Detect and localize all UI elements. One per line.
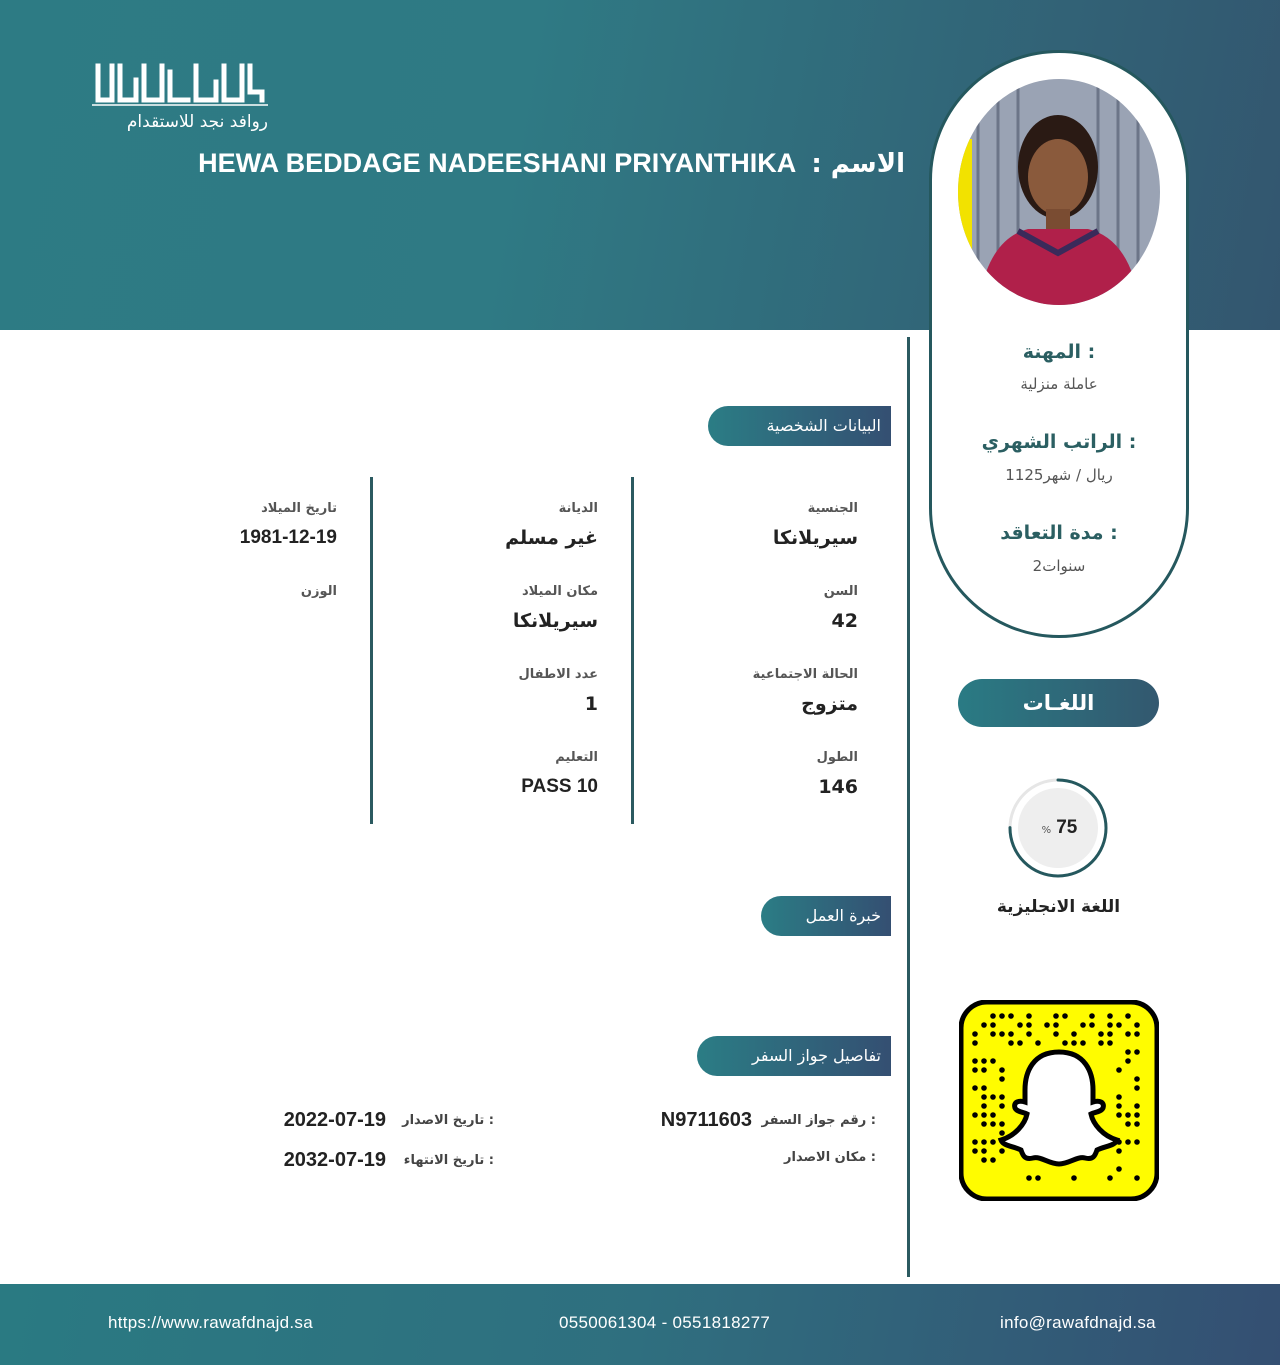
- snapcode-dot: [1008, 1013, 1014, 1019]
- snapcode-dot: [1116, 1094, 1122, 1100]
- snapcode-dot: [990, 1112, 996, 1118]
- marital-value: متزوج: [801, 693, 858, 715]
- snapcode-dot: [999, 1121, 1005, 1127]
- percent-value: 75: [1056, 817, 1078, 838]
- height-label: الطول: [816, 750, 858, 765]
- name-label: الاسم :: [811, 149, 905, 179]
- snapcode-dot: [972, 1148, 978, 1154]
- children-value: 1: [584, 693, 598, 715]
- religion-value: غير مسلم: [505, 527, 598, 549]
- snapcode-dot: [1035, 1040, 1041, 1046]
- age-value: 42: [831, 610, 858, 632]
- snapcode-dot: [1125, 1139, 1131, 1145]
- snapcode-dot: [972, 1085, 978, 1091]
- snapcode-dot: [990, 1058, 996, 1064]
- snapcode-dot: [1062, 1040, 1068, 1046]
- snapcode-dot: [1044, 1022, 1050, 1028]
- snapcode-dot: [990, 1022, 996, 1028]
- snapcode-dot: [1071, 1175, 1077, 1181]
- snapcode-dot: [1053, 1022, 1059, 1028]
- issue-date-value: 2022-07-19: [283, 1109, 386, 1131]
- snapcode-dot: [1008, 1031, 1014, 1037]
- snapcode-dot: [1053, 1013, 1059, 1019]
- name-value: HEWA BEDDAGE NADEESHANI PRIYANTHIKA: [198, 148, 797, 178]
- issue-date-label: تاريخ الاصدار :: [402, 1113, 494, 1128]
- snapcode-dot: [990, 1139, 996, 1145]
- snapcode-dot: [999, 1031, 1005, 1037]
- footer-website-link[interactable]: https://www.rawafdnajd.sa: [108, 1313, 313, 1332]
- snapcode-dot: [1134, 1121, 1140, 1127]
- birthdate-label: تاريخ الميلاد: [261, 501, 337, 516]
- snapcode-dot: [1134, 1031, 1140, 1037]
- language-percent: [1018, 788, 1098, 868]
- snapcode-dot: [990, 1031, 996, 1037]
- snapcode-dot: [1116, 1022, 1122, 1028]
- snapcode-dot: [1125, 1013, 1131, 1019]
- profession-value: عاملة منزلية: [1020, 375, 1098, 393]
- logo-text: روافد نجد للاستقدام: [126, 112, 268, 132]
- footer-phones[interactable]: 0550061304 - 0551818277: [559, 1313, 771, 1332]
- snapcode-dot: [1107, 1040, 1113, 1046]
- snapcode-dot: [1089, 1013, 1095, 1019]
- snapcode-dot: [999, 1094, 1005, 1100]
- snapcode-dot: [1017, 1040, 1023, 1046]
- snapcode-dot: [1116, 1112, 1122, 1118]
- snapcode-dot: [1125, 1049, 1131, 1055]
- section-personal: البيانات الشخصية: [708, 406, 891, 446]
- snapcode-dot: [990, 1013, 996, 1019]
- snapcode-dot: [1026, 1013, 1032, 1019]
- snapcode-dot: [1125, 1112, 1131, 1118]
- profession-label: المهنة :: [1022, 341, 1096, 363]
- snapcode-dot: [981, 1022, 987, 1028]
- contract-value: 2سنوات: [1032, 557, 1086, 575]
- weight-label: الوزن: [300, 584, 337, 599]
- profile-card: [929, 50, 1189, 638]
- language-name: اللغة الانجليزية: [996, 897, 1121, 917]
- snapcode-dot: [981, 1148, 987, 1154]
- birthplace-label: مكان الميلاد: [521, 584, 598, 599]
- snapcode-dot: [1026, 1031, 1032, 1037]
- snapcode-dot: [1035, 1175, 1041, 1181]
- education-value: PASS 10: [521, 776, 598, 797]
- snapcode-dot: [1107, 1013, 1113, 1019]
- snapcode-dot: [1098, 1040, 1104, 1046]
- snapcode-dot: [1026, 1022, 1032, 1028]
- snapcode-dot: [1026, 1175, 1032, 1181]
- birthplace-value: سيريلانكا: [512, 610, 598, 632]
- snapcode-dot: [1071, 1040, 1077, 1046]
- snapcode-dot: [999, 1013, 1005, 1019]
- passport-number-value: N9711603: [660, 1109, 752, 1131]
- snapcode-dot: [981, 1094, 987, 1100]
- snapcode-dot: [972, 1058, 978, 1064]
- children-label: عدد الاطفال: [518, 667, 598, 682]
- column-divider: [370, 477, 373, 824]
- footer-bar: [0, 1284, 1280, 1365]
- snapcode-dot: [972, 1031, 978, 1037]
- snapcode-dot: [1134, 1139, 1140, 1145]
- snapcode-dot: [972, 1139, 978, 1145]
- snapcode-dot: [972, 1112, 978, 1118]
- contract-label: مدة التعاقد :: [1000, 522, 1118, 544]
- timeline-line: [907, 337, 910, 1277]
- name-line: [140, 148, 905, 179]
- snapcode-icon[interactable]: [959, 1000, 1159, 1201]
- snapcode-dot: [999, 1076, 1005, 1082]
- snapcode-dot: [990, 1157, 996, 1163]
- expiry-date-value: 2032-07-19: [283, 1149, 386, 1171]
- snapcode-dot: [972, 1067, 978, 1073]
- snapcode-dot: [1071, 1031, 1077, 1037]
- snapcode-dot: [1134, 1103, 1140, 1109]
- snapcode-dot: [1134, 1022, 1140, 1028]
- snapcode-dot: [1116, 1103, 1122, 1109]
- snapcode-dot: [981, 1085, 987, 1091]
- snapcode-dot: [981, 1112, 987, 1118]
- snapcode-dot: [981, 1139, 987, 1145]
- snapcode-dot: [999, 1103, 1005, 1109]
- snapcode-dot: [1134, 1085, 1140, 1091]
- snapcode-dot: [981, 1103, 987, 1109]
- height-value: 146: [818, 776, 858, 798]
- section-experience: خبرة العمل: [761, 896, 891, 936]
- snapcode-dot: [999, 1130, 1005, 1136]
- expiry-date-label: تاريخ الانتهاء :: [403, 1153, 494, 1168]
- snapcode-dot: [1125, 1031, 1131, 1037]
- snapcode-dot: [981, 1157, 987, 1163]
- snapcode-dot: [1080, 1040, 1086, 1046]
- age-label: السن: [823, 584, 858, 599]
- snapcode-dot: [1107, 1031, 1113, 1037]
- snapcode-dot: [1107, 1175, 1113, 1181]
- salary-value: 1125ريال / شهر: [1005, 466, 1113, 484]
- birthdate-value: 1981-12-19: [239, 527, 337, 548]
- passport-number-label: رقم جواز السفر :: [761, 1113, 876, 1128]
- snapcode-dot: [1125, 1121, 1131, 1127]
- snapcode-dot: [981, 1121, 987, 1127]
- percent-sign: %: [1041, 825, 1052, 836]
- snapcode-dot: [1089, 1022, 1095, 1028]
- snapcode-dot: [981, 1058, 987, 1064]
- snapcode-dot: [1098, 1031, 1104, 1037]
- snapcode-dot: [972, 1040, 978, 1046]
- religion-label: الديانة: [558, 501, 598, 516]
- snapcode-dot: [1107, 1022, 1113, 1028]
- person-photo-icon: [958, 79, 1160, 305]
- snapcode-dot: [999, 1067, 1005, 1073]
- snapcode-dot: [1125, 1058, 1131, 1064]
- marital-label: الحالة الاجتماعية: [752, 667, 858, 682]
- snapcode-dot: [990, 1121, 996, 1127]
- education-label: التعليم: [555, 750, 598, 765]
- profile-photo: [958, 79, 1160, 305]
- logo-icon: [92, 62, 268, 106]
- nationality-label: الجنسية: [807, 501, 858, 516]
- languages-title: اللغـات: [958, 679, 1159, 727]
- footer-email-link[interactable]: info@rawafdnajd.sa: [1000, 1313, 1156, 1332]
- snapcode-dot: [1017, 1022, 1023, 1028]
- snapcode-dot: [1053, 1031, 1059, 1037]
- snapcode-dot: [1134, 1049, 1140, 1055]
- snapcode-dot: [1062, 1013, 1068, 1019]
- snapcode-dot: [1134, 1175, 1140, 1181]
- snapcode-dot: [990, 1094, 996, 1100]
- issue-place-label: مكان الاصدار :: [784, 1150, 876, 1165]
- nationality-value: سيريلانكا: [772, 527, 858, 549]
- snapcode-dot: [1134, 1112, 1140, 1118]
- snapcode-dot: [1134, 1076, 1140, 1082]
- snapcode-dot: [1008, 1040, 1014, 1046]
- snapcode-dot: [999, 1148, 1005, 1154]
- snapcode-dot: [1116, 1166, 1122, 1172]
- snapcode-dot: [981, 1067, 987, 1073]
- snapcode-dot: [1116, 1067, 1122, 1073]
- snapcode-dot: [1080, 1022, 1086, 1028]
- section-passport: تفاصيل جواز السفر: [697, 1036, 891, 1076]
- snapcode-dot: [1116, 1148, 1122, 1154]
- salary-label: الراتب الشهري :: [981, 431, 1137, 453]
- column-divider: [631, 477, 634, 824]
